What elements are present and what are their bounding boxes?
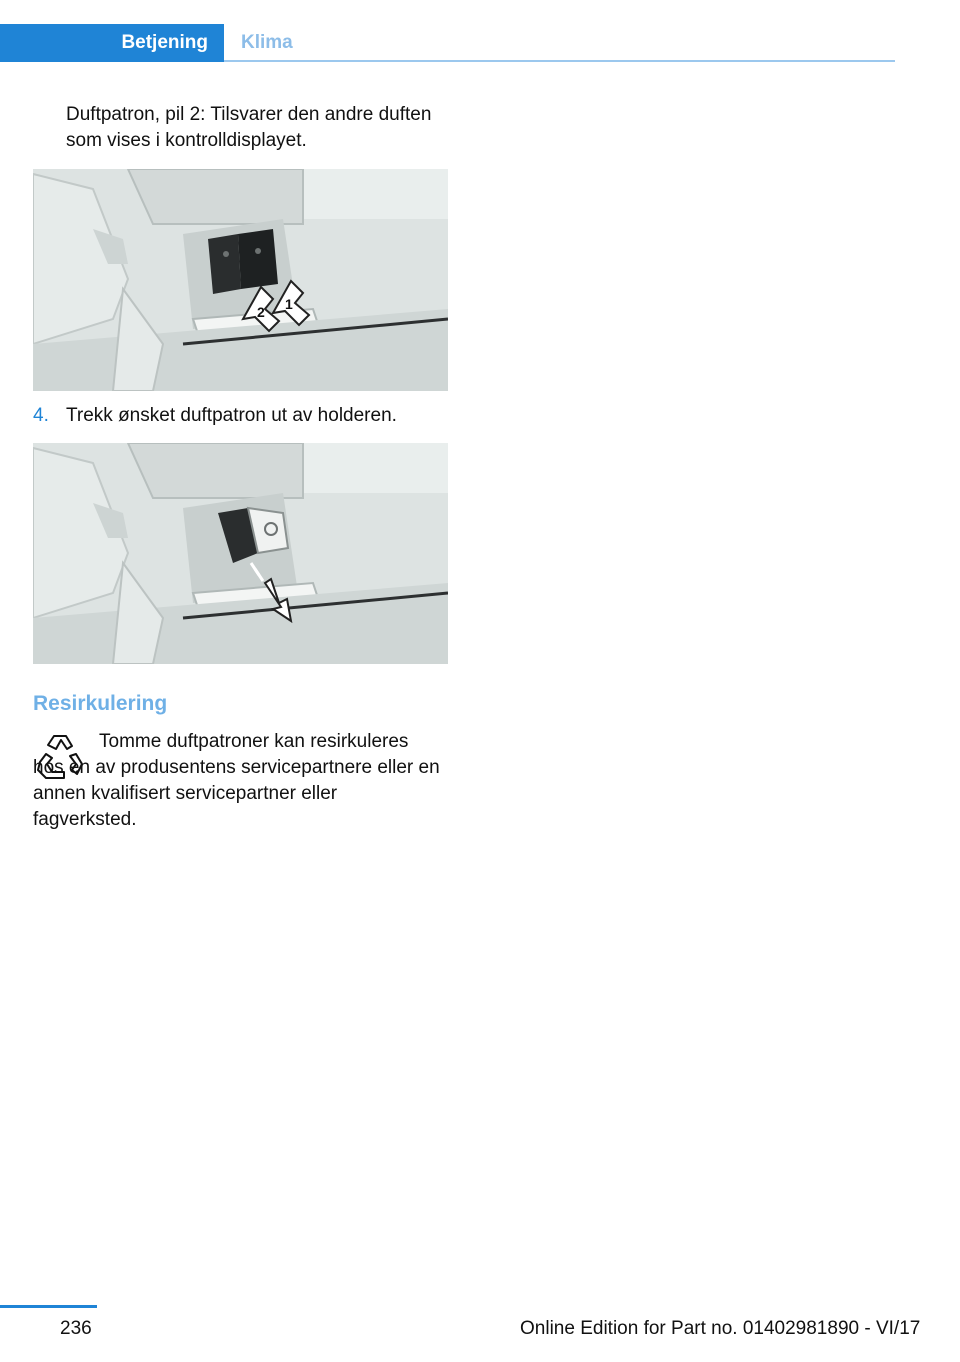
tab-klima-label: Klima [241,32,293,53]
illustration-cartridge-removal [33,443,448,664]
cartridge-removal-drawing [33,443,448,664]
page-header [0,0,895,62]
step-4 [33,403,453,429]
arrow-label-2: 2 [257,304,265,320]
cartridge-arrows-drawing [33,169,448,391]
arrow-label-1: 1 [285,296,293,312]
step-text: Trekk ønsket duftpatron ut av holderen. [66,405,397,426]
section-title-resirkulering: Resirkulering [33,692,168,715]
tab-betjening[interactable] [0,24,224,62]
step-number: 4. [33,405,49,426]
recycle-paragraph: Tomme duftpatroner kan resirkuleres hos en av produsentens servicepartnere eller en annen kvalifisert servicepartner eller fagverksted. [33,731,440,830]
page-number: 236 [60,1318,92,1339]
tab-betjening-label: Betjening [121,32,208,53]
footer-divider [0,1305,97,1308]
header-divider [224,60,895,62]
intro-paragraph: Duftpatron, pil 2: Tilsvarer den andre duften som vises i kontrolldisplayet. [66,104,432,151]
edition-note: Online Edition for Part no. 01402981890 - VI/17 [520,1318,921,1339]
tab-klima[interactable] [224,24,293,62]
illustration-cartridge-arrows [33,169,448,391]
